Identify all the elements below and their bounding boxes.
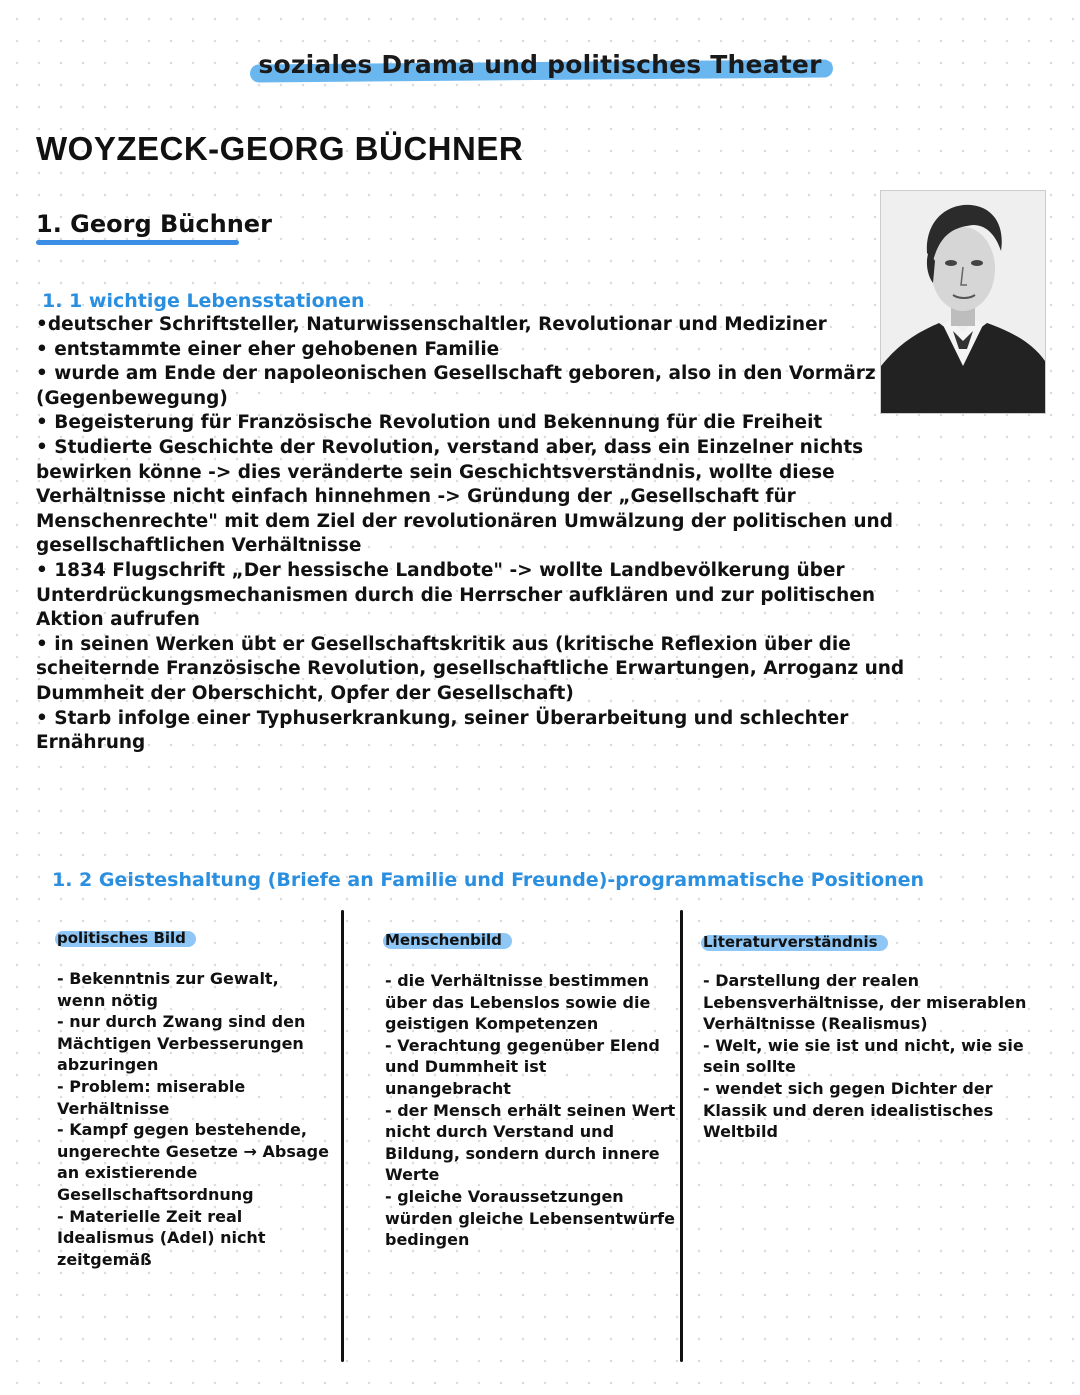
column-divider <box>341 910 344 1362</box>
column-title: Menschenbild <box>385 931 502 949</box>
list-item: - Kampf gegen bestehende, ungerechte Gesetze → Absage an existierende Gesellschaftsordnung <box>57 1120 329 1204</box>
life-stations-list <box>36 313 916 756</box>
subsection-1-1-heading: 1. 1 wichtige Lebensstationen <box>42 290 365 312</box>
list-item: • Starb infolge einer Typhuserkrankung, seiner Überarbeitung und schlechter Ernährung <box>36 707 849 754</box>
list-item: • Studierte Geschichte der Revolution, verstand aber, dass ein Einzelner nichts bewirken könne -> dies veränderte sein Geschichtsverständnis, wollte diese Verhältnisse nicht einfach hinnehmen -> Gründung der „Gesellschaft für Menschenrechte" mit dem Ziel der revolutionären Umwälzung der politischen und gesellschaftlichen Verhältnisse <box>36 436 893 557</box>
list-item: • 1834 Flugschrift „Der hessische Landbote" -> wollte Landbevölkerung über Unterdrückungsmechanismen durch die Herrscher aufklären und zur politischen Aktion aufrufen <box>36 559 876 631</box>
page-title: soziales Drama und politisches Theater <box>252 50 827 79</box>
list-item: - nur durch Zwang sind den Mächtigen Verbesserungen abzuringen <box>57 1012 306 1075</box>
column-divider <box>680 910 683 1362</box>
list-item: - gleiche Voraussetzungen würden gleiche Lebensentwürfe bedingen <box>385 1186 675 1250</box>
list-item: • entstammte einer eher gehobenen Familie <box>36 338 500 360</box>
column-title: politisches Bild <box>57 929 186 947</box>
list-item: - Darstellung der realen Lebensverhältnisse, der miserablen Verhältnisse (Realismus) <box>703 971 1027 1034</box>
title-container <box>0 50 1080 79</box>
list-item: - die Verhältnisse bestimmen über das Lebenslos sowie die geistigen Kompetenzen <box>385 971 651 1034</box>
list-item: - Materielle Zeit real Idealismus (Adel) nicht zeitgemäß <box>57 1206 266 1269</box>
main-heading: WOYZECK-GEORG BÜCHNER <box>36 130 524 167</box>
list-item: - Problem: miserable Verhältnisse <box>57 1076 246 1118</box>
subsection-1-2-heading: 1. 2 Geisteshaltung (Briefe an Familie und Freunde)-programmatische Positionen <box>52 869 925 891</box>
column-human-image <box>385 930 677 1251</box>
list-item: • Begeisterung für Französische Revolution und Bekennung für die Freiheit <box>36 412 823 434</box>
column-list <box>703 970 1028 1143</box>
column-literature <box>703 932 1028 1143</box>
column-list <box>385 970 677 1251</box>
column-list <box>57 968 332 1270</box>
section1-underline <box>36 240 239 245</box>
column-political <box>57 928 332 1270</box>
list-item: • in seinen Werken übt er Gesellschaftskritik aus (kritische Reflexion über die scheiternde Französische Revolution, gesellschaftliche Erwartungen, Arroganz und Dummheit der Oberschicht, Opfer der Gesellschaft) <box>36 633 905 704</box>
list-item: - Bekenntnis zur Gewalt, wenn nötig <box>57 969 279 1010</box>
list-item: - wendet sich gegen Dichter der Klassik und deren idealistisches Weltbild <box>703 1078 994 1142</box>
list-item: •deutscher Schriftsteller, Naturwissenschaltler, Revolutionar und Mediziner <box>36 314 827 335</box>
column-title: Literaturverständnis <box>703 933 878 951</box>
list-item: • wurde am Ende der napoleonischen Gesellschaft geboren, also in den Vormärz (Gegenbewegung) <box>36 363 876 409</box>
section1-heading: 1. Georg Büchner <box>36 210 272 238</box>
list-item: - Verachtung gegenüber Elend und Dummheit ist unangebracht <box>385 1035 660 1098</box>
list-item: - der Mensch erhält seinen Wert nicht durch Verstand und Bildung, sondern durch innere Werte <box>385 1100 676 1185</box>
list-item: - Welt, wie sie ist und nicht, wie sie sein sollte <box>703 1035 1024 1077</box>
